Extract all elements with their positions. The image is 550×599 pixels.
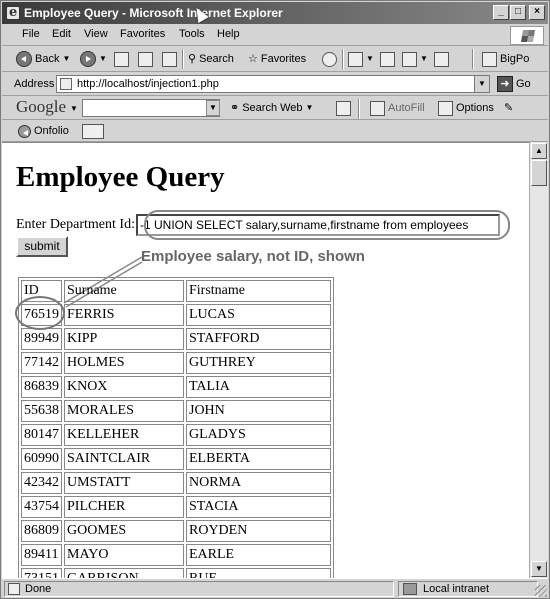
media-button[interactable] xyxy=(322,50,337,68)
cell-firstname: ELBERTA xyxy=(186,448,331,470)
zone-text: Local intranet xyxy=(423,583,490,595)
discuss-icon xyxy=(434,52,449,67)
address-label: Address xyxy=(14,78,55,90)
cell-surname: GOOMES xyxy=(64,520,184,542)
cell-surname: MAYO xyxy=(64,544,184,566)
table-row xyxy=(21,448,331,470)
table-row xyxy=(21,424,331,446)
mail-icon xyxy=(348,52,363,67)
chevron-down-icon: ▼ xyxy=(420,54,428,63)
print-button[interactable] xyxy=(380,50,395,68)
options-button[interactable] xyxy=(438,99,494,117)
bigpo-label: BigPo xyxy=(500,53,530,65)
intranet-icon xyxy=(403,583,417,595)
cell-firstname: EARLE xyxy=(186,544,331,566)
cell-id: 76519 xyxy=(21,304,62,326)
cell-surname: KNOX xyxy=(64,376,184,398)
cell-surname: KELLEHER xyxy=(64,424,184,446)
standard-toolbar xyxy=(2,46,548,72)
menu-favorites[interactable]: Favorites xyxy=(120,28,166,40)
capture-icon xyxy=(82,124,104,139)
search-label: Search xyxy=(199,53,234,65)
table-row xyxy=(21,520,331,542)
cell-firstname: STACIA xyxy=(186,496,331,518)
cell-id: 80147 xyxy=(21,424,62,446)
chevron-down-icon: ▼ xyxy=(62,54,71,63)
back-label: Back xyxy=(35,53,60,65)
onfolio-icon xyxy=(18,125,31,138)
table-row xyxy=(21,544,331,566)
cell-surname: HOLMES xyxy=(64,352,184,374)
table-row xyxy=(21,328,331,350)
department-id-input[interactable]: -1 UNION SELECT salary,surname,firstname from employees xyxy=(136,214,500,236)
cell-id: 86809 xyxy=(21,520,62,542)
employee-table xyxy=(18,277,334,593)
onfolio-toolbar xyxy=(2,120,548,142)
page-content xyxy=(2,142,529,578)
print-icon xyxy=(380,52,395,67)
menu-tools[interactable]: Tools xyxy=(179,28,205,40)
onfolio-label: Onfolio xyxy=(34,125,69,137)
cell-id: 60990 xyxy=(21,448,62,470)
page-title: Employee Query xyxy=(16,161,225,193)
cell-id: 43754 xyxy=(21,496,62,518)
discuss-button[interactable] xyxy=(434,50,449,68)
minimize-button[interactable]: _ xyxy=(493,5,509,20)
annotation-text: Employee salary, not ID, shown xyxy=(141,248,365,265)
address-url: http://localhost/injection1.php xyxy=(77,78,219,90)
google-logo[interactable]: Google xyxy=(16,97,67,116)
google-search-input[interactable] xyxy=(82,99,220,117)
cell-firstname: JOHN xyxy=(186,400,331,422)
cell-id: 55638 xyxy=(21,400,62,422)
ie-icon xyxy=(6,6,20,20)
cell-firstname: ROYDEN xyxy=(186,520,331,542)
cell-firstname: GUTHREY xyxy=(186,352,331,374)
go-label: Go xyxy=(516,78,531,90)
status-bar xyxy=(2,578,548,598)
cell-surname: UMSTATT xyxy=(64,472,184,494)
favorites-button[interactable] xyxy=(248,50,306,68)
table-header-row xyxy=(21,280,331,302)
menu-help[interactable]: Help xyxy=(217,28,240,40)
table-row xyxy=(21,496,331,518)
windows-logo-icon xyxy=(510,26,544,45)
cell-id: 86839 xyxy=(21,376,62,398)
stop-button[interactable] xyxy=(114,50,129,68)
cell-firstname: TALIA xyxy=(186,376,331,398)
go-arrow-icon: ➜ xyxy=(497,76,513,92)
media-icon xyxy=(322,52,337,67)
search-web-label: Search Web xyxy=(242,102,303,114)
cell-id: 42342 xyxy=(21,472,62,494)
google-search-dropdown[interactable]: ▼ xyxy=(206,100,220,116)
cell-firstname: STAFFORD xyxy=(186,328,331,350)
cell-surname: FERRIS xyxy=(64,304,184,326)
chevron-down-icon: ▼ xyxy=(305,103,314,112)
news-button[interactable] xyxy=(336,99,351,117)
forward-arrow-icon xyxy=(80,51,96,67)
pencil-icon: ✎ xyxy=(504,102,514,114)
window-title: Employee Query - Microsoft Internet Explorer xyxy=(24,6,283,20)
autofill-label: AutoFill xyxy=(388,102,425,114)
menu-edit[interactable]: Edit xyxy=(52,28,71,40)
header-surname: Surname xyxy=(64,280,184,302)
options-icon xyxy=(438,101,453,116)
scroll-up-button[interactable]: ▲ xyxy=(531,143,547,159)
scroll-thumb[interactable] xyxy=(531,160,547,186)
capture-button[interactable] xyxy=(82,122,104,140)
chevron-down-icon: ▼ xyxy=(366,54,374,63)
refresh-button[interactable] xyxy=(138,50,153,68)
scroll-down-button[interactable]: ▼ xyxy=(531,561,547,577)
close-button[interactable]: × xyxy=(529,5,545,20)
cell-id: 77142 xyxy=(21,352,62,374)
cell-id: 89949 xyxy=(21,328,62,350)
menu-file[interactable]: File xyxy=(22,28,40,40)
cell-surname: PILCHER xyxy=(64,496,184,518)
back-button[interactable] xyxy=(16,50,70,68)
menu-view[interactable]: View xyxy=(84,28,108,40)
address-dropdown-button[interactable]: ▼ xyxy=(474,75,490,93)
status-text-cell xyxy=(4,581,394,597)
table-row xyxy=(21,400,331,422)
status-text: Done xyxy=(25,583,52,595)
chevron-down-icon: ▼ xyxy=(99,54,107,63)
back-arrow-icon xyxy=(16,51,32,67)
title-bar[interactable] xyxy=(2,2,548,24)
resize-grip[interactable] xyxy=(535,585,547,597)
id-highlight-oval xyxy=(15,296,65,330)
cell-surname: SAINTCLAIR xyxy=(64,448,184,470)
cell-firstname: NORMA xyxy=(186,472,331,494)
address-bar xyxy=(2,72,548,96)
menu-bar xyxy=(2,24,548,46)
page-icon xyxy=(60,78,72,90)
table-row xyxy=(21,376,331,398)
mail-button[interactable] xyxy=(348,50,374,68)
bigpo-icon xyxy=(482,52,497,67)
search-web-button[interactable] xyxy=(230,99,313,117)
binoculars-icon: ⚭ xyxy=(230,102,240,114)
address-input[interactable] xyxy=(56,75,490,93)
onfolio-button[interactable] xyxy=(18,122,69,140)
cell-surname: KIPP xyxy=(64,328,184,350)
pencil-button[interactable] xyxy=(504,99,513,117)
vertical-scrollbar[interactable] xyxy=(529,142,548,578)
cell-firstname: LUCAS xyxy=(186,304,331,326)
refresh-icon xyxy=(138,52,153,67)
chevron-down-icon[interactable]: ▼ xyxy=(70,104,78,113)
stop-icon xyxy=(114,52,129,67)
star-icon: ☆ xyxy=(248,53,258,65)
department-id-label: Enter Department Id: xyxy=(16,217,135,232)
submit-button[interactable]: submit xyxy=(16,236,68,257)
table-row xyxy=(21,472,331,494)
table-row xyxy=(21,352,331,374)
go-button[interactable] xyxy=(497,75,531,93)
search-icon: ⚲ xyxy=(188,53,197,65)
search-button[interactable] xyxy=(188,50,234,68)
maximize-button[interactable]: □ xyxy=(510,5,526,20)
home-button[interactable] xyxy=(162,50,177,68)
options-label: Options xyxy=(456,102,494,114)
edit-button[interactable] xyxy=(402,50,428,68)
header-firstname: Firstname xyxy=(186,280,331,302)
autofill-button[interactable] xyxy=(370,99,425,117)
table-row xyxy=(21,304,331,326)
cell-id: 89411 xyxy=(21,544,62,566)
google-toolbar xyxy=(2,96,548,120)
page-done-icon xyxy=(8,583,20,595)
favorites-label: Favorites xyxy=(260,53,307,65)
cell-firstname: GLADYS xyxy=(186,424,331,446)
home-icon xyxy=(162,52,177,67)
cell-surname: MORALES xyxy=(64,400,184,422)
header-id: ID xyxy=(21,280,62,302)
bigpo-button[interactable] xyxy=(482,50,529,68)
zone-cell xyxy=(398,581,538,597)
edit-icon xyxy=(402,52,417,67)
forward-button[interactable] xyxy=(80,50,107,68)
news-icon xyxy=(336,101,351,116)
autofill-icon xyxy=(370,101,385,116)
